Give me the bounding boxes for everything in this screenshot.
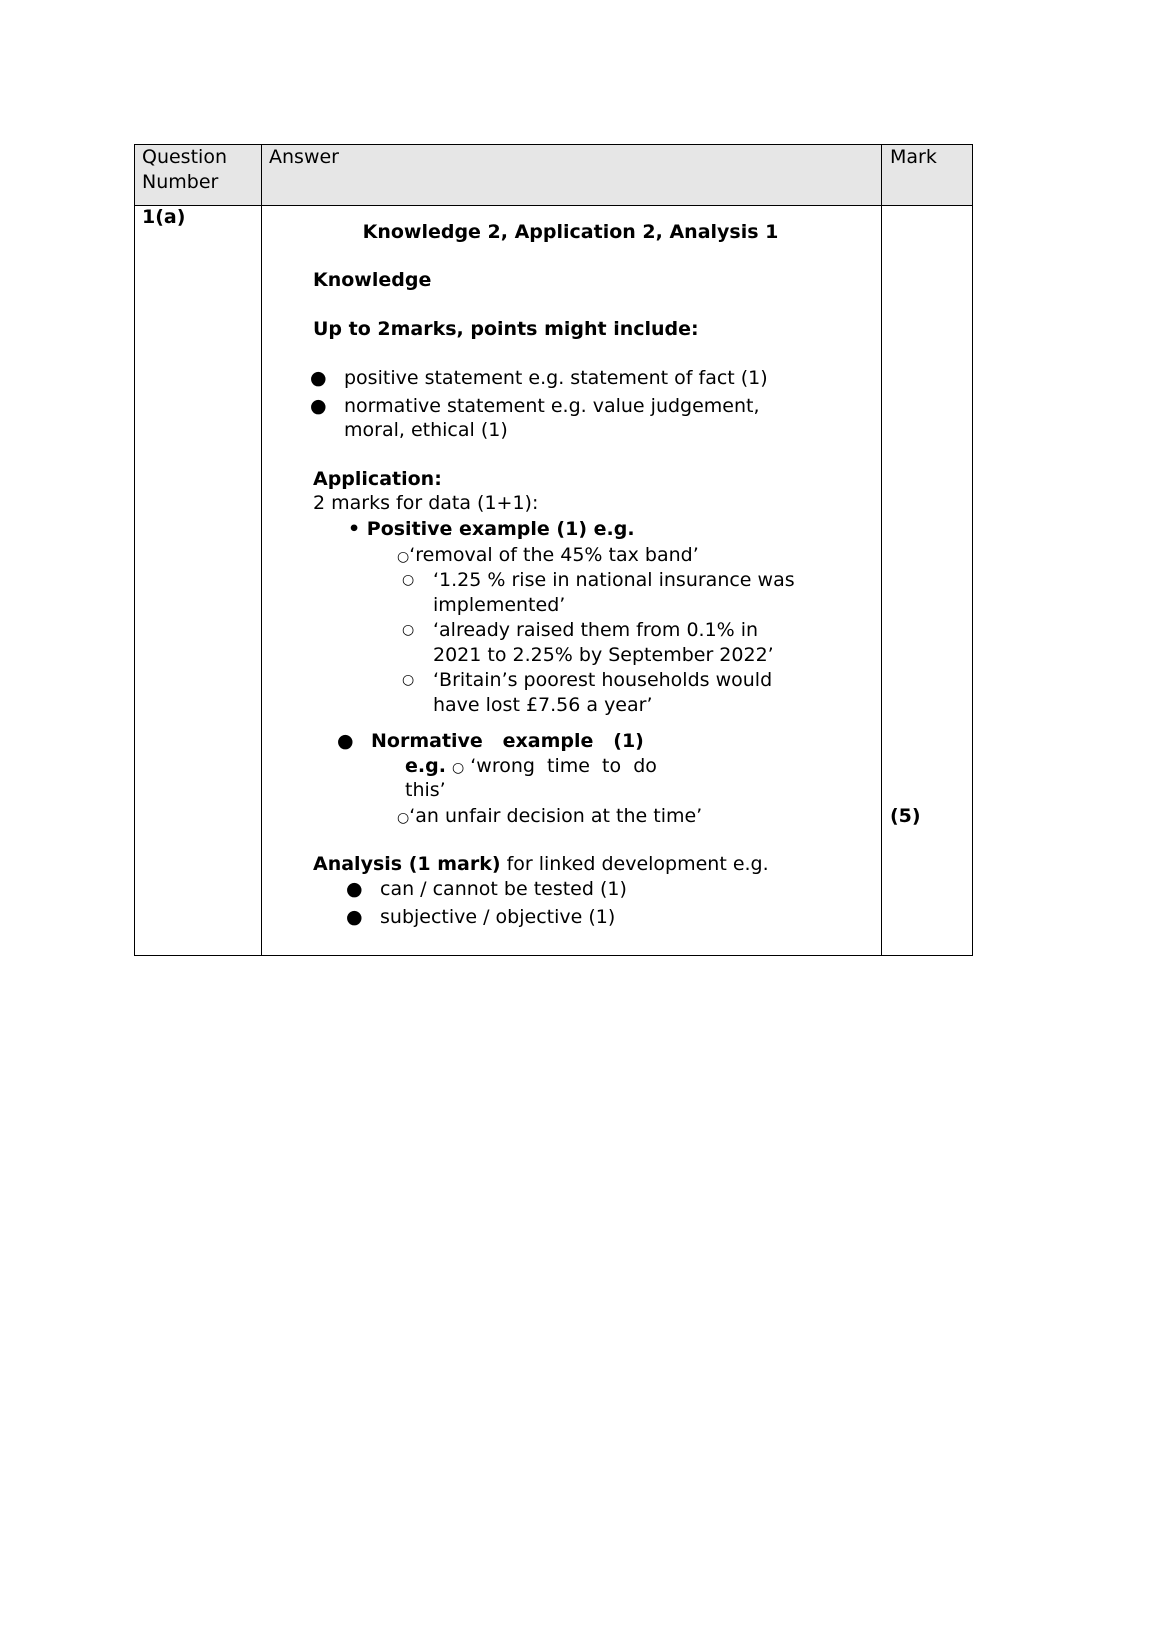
column-divider bbox=[261, 145, 262, 955]
positive-item-cont: have lost £7.56 a year’ bbox=[433, 694, 653, 716]
header-question-number: Question bbox=[142, 146, 227, 168]
question-number: 1(a) bbox=[142, 206, 186, 228]
circle-bullet-icon: ○ bbox=[397, 810, 410, 826]
circle-bullet-icon: ○ bbox=[402, 622, 415, 638]
knowledge-bullet-cont: moral, ethical (1) bbox=[344, 419, 508, 441]
knowledge-heading: Knowledge bbox=[313, 269, 432, 291]
bullet-icon: ● bbox=[310, 367, 327, 389]
analysis-bullet: can / cannot be tested (1) bbox=[380, 878, 627, 900]
bullet-icon: ● bbox=[310, 395, 327, 417]
header-question-number-line2: Number bbox=[142, 171, 219, 193]
normative-item: ○‘an unfair decision at the time’ bbox=[397, 805, 703, 827]
positive-example-heading: • Positive example (1) e.g. bbox=[348, 518, 635, 540]
positive-item-cont: 2021 to 2.25% by September 2022’ bbox=[433, 644, 774, 666]
knowledge-subheading: Up to 2marks, points might include: bbox=[313, 318, 699, 340]
bullet-icon: • bbox=[348, 518, 367, 540]
application-intro: 2 marks for data (1+1): bbox=[313, 492, 539, 514]
analysis-bullet: subjective / objective (1) bbox=[380, 906, 616, 928]
circle-bullet-icon: ○ bbox=[402, 572, 415, 588]
application-heading: Application: bbox=[313, 468, 442, 490]
knowledge-bullet: positive statement e.g. statement of fact (1) bbox=[344, 367, 768, 389]
normative-item: e.g. ○ ‘wrong time to do bbox=[405, 755, 657, 777]
answer-title: Knowledge 2, Application 2, Analysis 1 bbox=[362, 221, 779, 243]
bullet-icon: ● bbox=[346, 878, 363, 900]
positive-item: ‘Britain’s poorest households would bbox=[433, 669, 773, 691]
analysis-heading: Analysis (1 mark) for linked development e.g. bbox=[313, 853, 769, 875]
positive-item: ‘1.25 % rise in national insurance was bbox=[433, 569, 795, 591]
mark-value: (5) bbox=[890, 805, 921, 827]
header-mark: Mark bbox=[890, 146, 937, 168]
positive-item: ‘already raised them from 0.1% in bbox=[433, 619, 759, 641]
circle-bullet-icon: ○ bbox=[402, 672, 415, 688]
positive-item: ○‘removal of the 45% tax band’ bbox=[397, 544, 699, 566]
bullet-icon: ● bbox=[337, 730, 354, 752]
positive-item-cont: implemented’ bbox=[433, 594, 566, 616]
header-answer: Answer bbox=[269, 146, 339, 168]
circle-bullet-icon: ○ bbox=[397, 549, 410, 565]
column-divider bbox=[881, 145, 882, 955]
circle-bullet-icon: ○ bbox=[451, 760, 465, 776]
normative-example-heading: Normative example (1) bbox=[371, 730, 644, 752]
bullet-icon: ● bbox=[346, 906, 363, 928]
normative-item-cont: this’ bbox=[405, 779, 446, 801]
knowledge-bullet: normative statement e.g. value judgement, bbox=[344, 395, 760, 417]
